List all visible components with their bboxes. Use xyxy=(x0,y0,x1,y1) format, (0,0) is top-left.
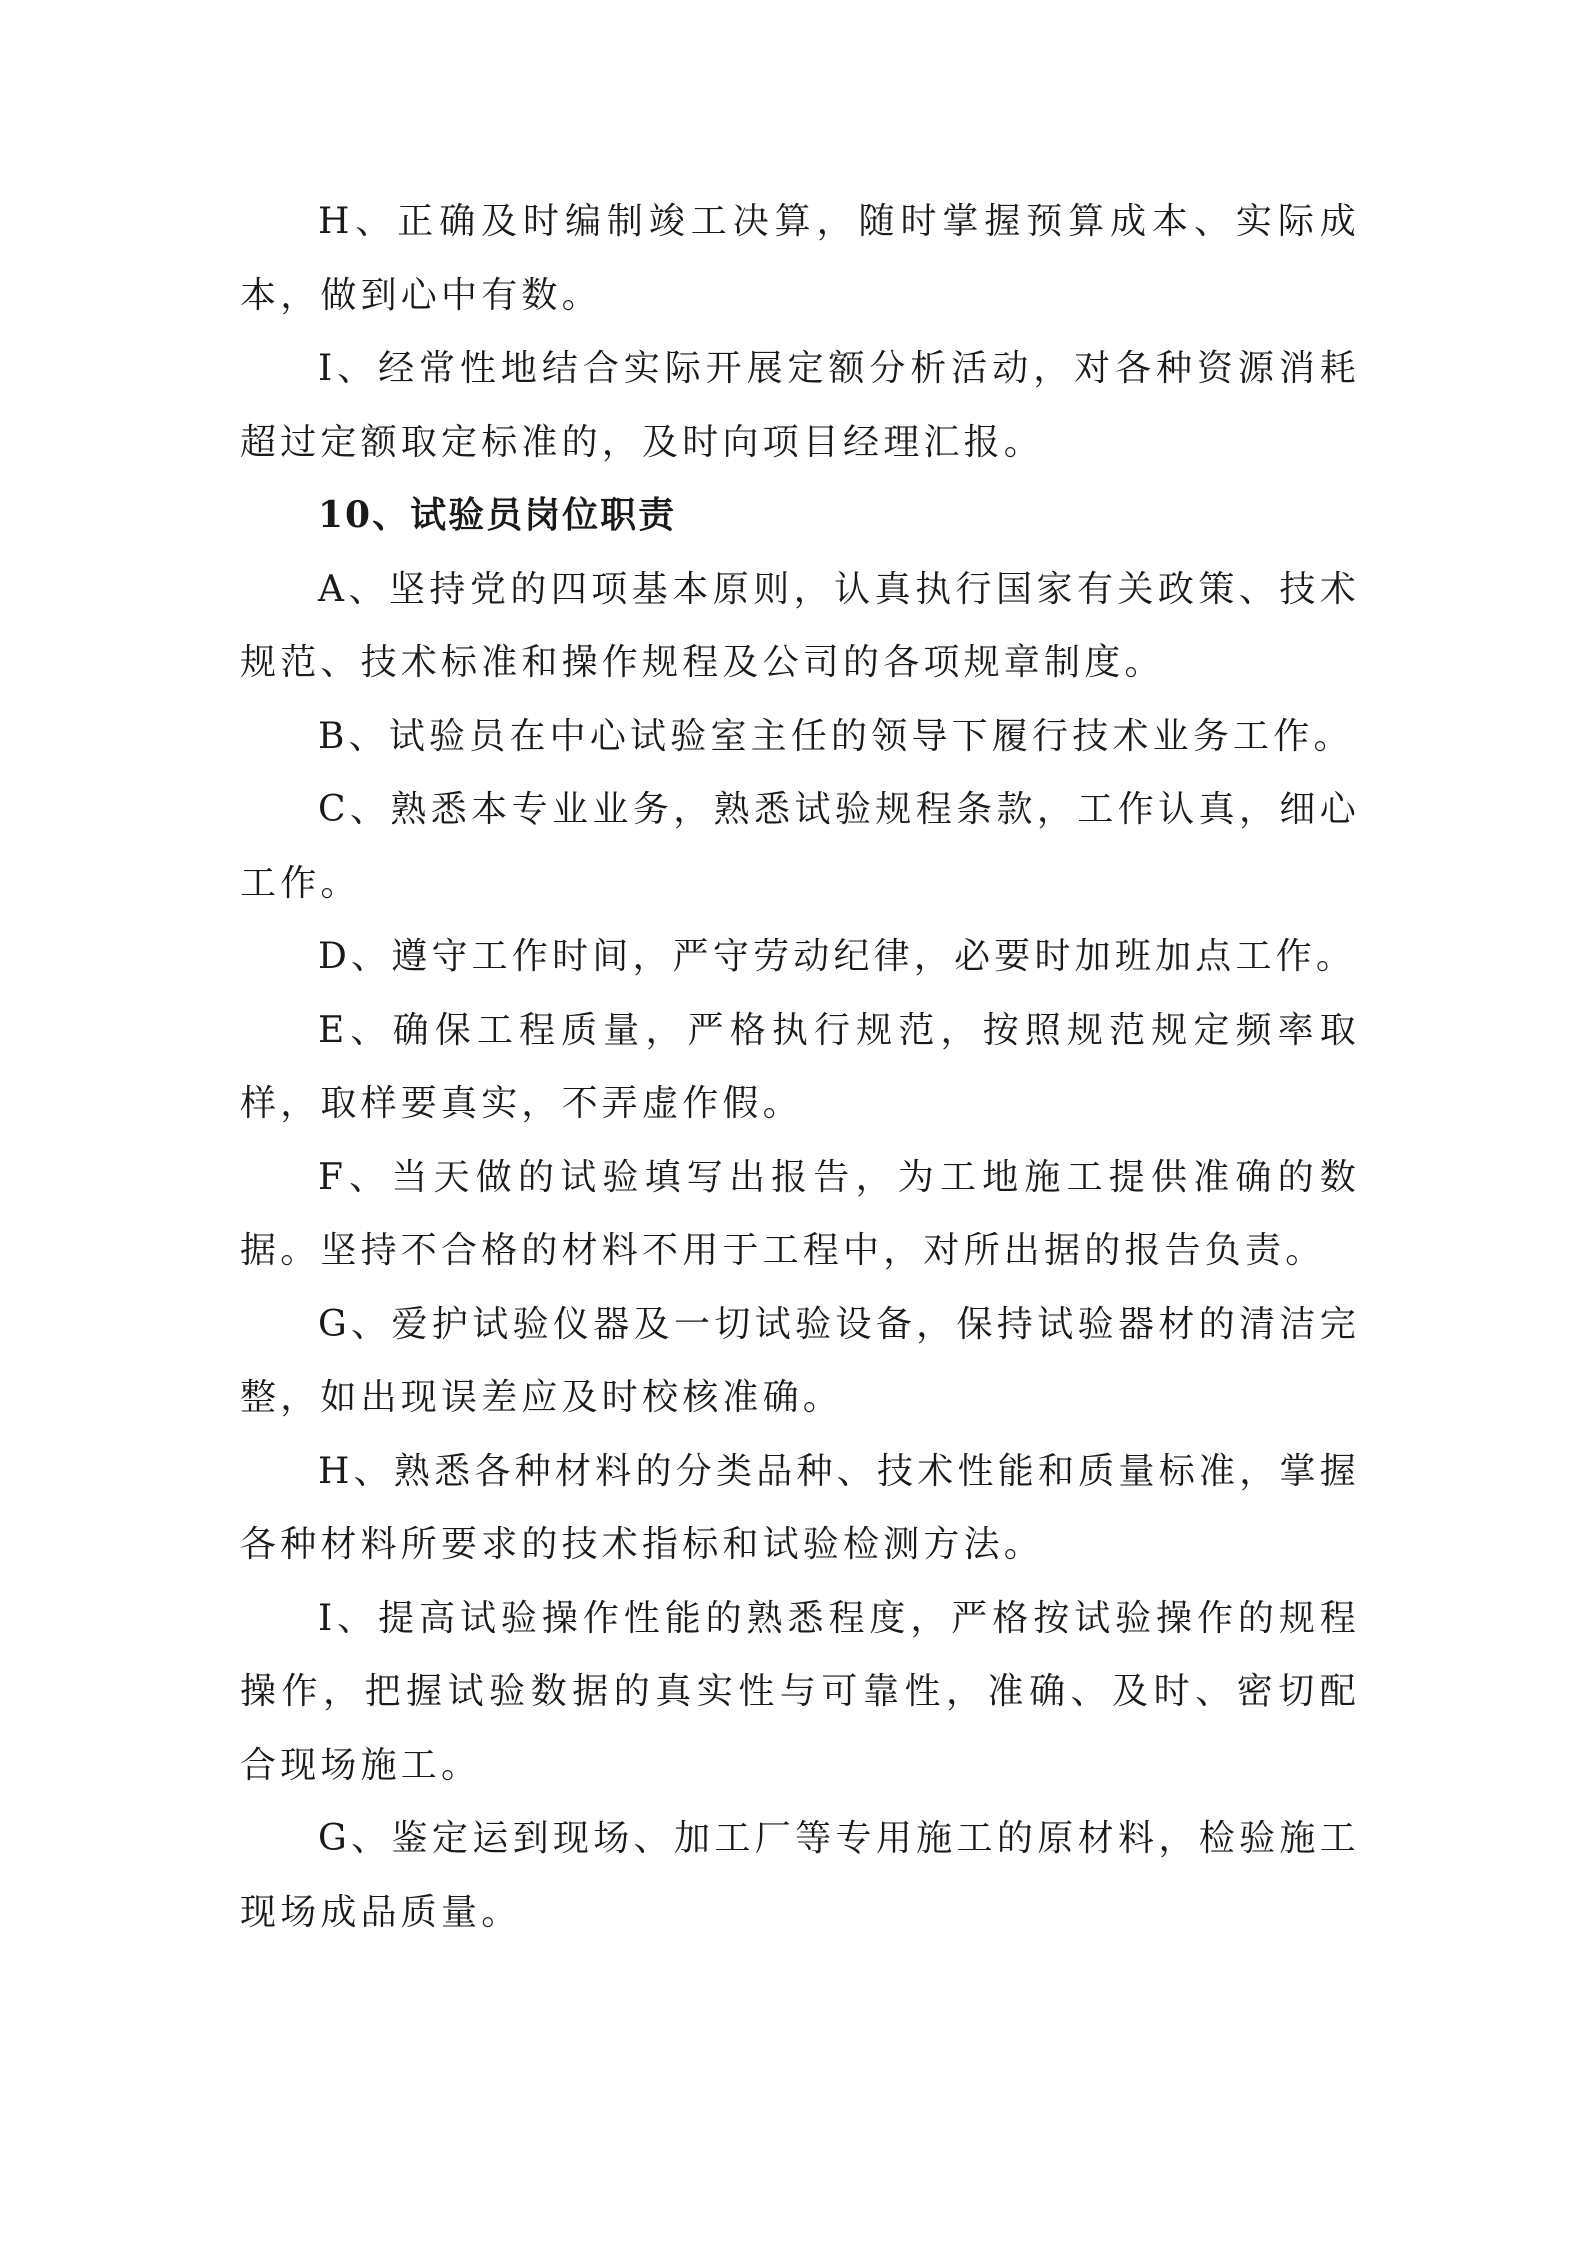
paragraph-g-second: G、鉴定运到现场、加工厂等专用施工的原材料，检验施工现场成品质量。 xyxy=(240,1818,1360,1933)
paragraph-c: C、熟悉本专业业务，熟悉试验规程条款，工作认真，细心工作。 xyxy=(240,789,1360,904)
paragraph-d: D、遵守工作时间，严守劳动纪律，必要时加班加点工作。 xyxy=(318,936,1357,977)
paragraph-f: F、当天做的试验填写出报告，为工地施工提供准确的数据。坚持不合格的材料不用于工程中，对所出据的报告负责。 xyxy=(240,1156,1360,1271)
paragraph-h-final-accounts: H、正确及时编制竣工决算，随时掌握预算成本、实际成本，做到心中有数。 xyxy=(240,201,1360,316)
paragraph-b: B、试验员在中心试验室主任的领导下履行技术业务工作。 xyxy=(318,715,1354,757)
section-heading: 10、试验员岗位职责 xyxy=(318,494,677,536)
paragraph-e: E、确保工程质量，严格执行规范，按照规范规定频率取样，取样要真实，不弄虚作假。 xyxy=(240,1009,1360,1124)
paragraph-g: G、爱护试验仪器及一切试验设备，保持试验器材的清洁完整，如出现误差应及时校核准确。 xyxy=(240,1303,1360,1418)
paragraph-i: I、提高试验操作性能的熟悉程度，严格按试验操作的规程操作，把握试验数据的真实性与可靠性，准确、及时、密切配合现场施工。 xyxy=(240,1597,1360,1786)
document-body xyxy=(240,185,1360,1949)
paragraph-a: A、坚持党的四项基本原则，认真执行国家有关政策、技术规范、技术标准和操作规程及公司的各项规章制度。 xyxy=(240,568,1360,683)
paragraph-h: H、熟悉各种材料的分类品种、技术性能和质量标准，掌握各种材料所要求的技术指标和试验检测方法。 xyxy=(240,1450,1360,1565)
paragraph-i-quota-analysis: I、经常性地结合实际开展定额分析活动，对各种资源消耗超过定额取定标准的，及时向项目经理汇报。 xyxy=(240,348,1360,463)
